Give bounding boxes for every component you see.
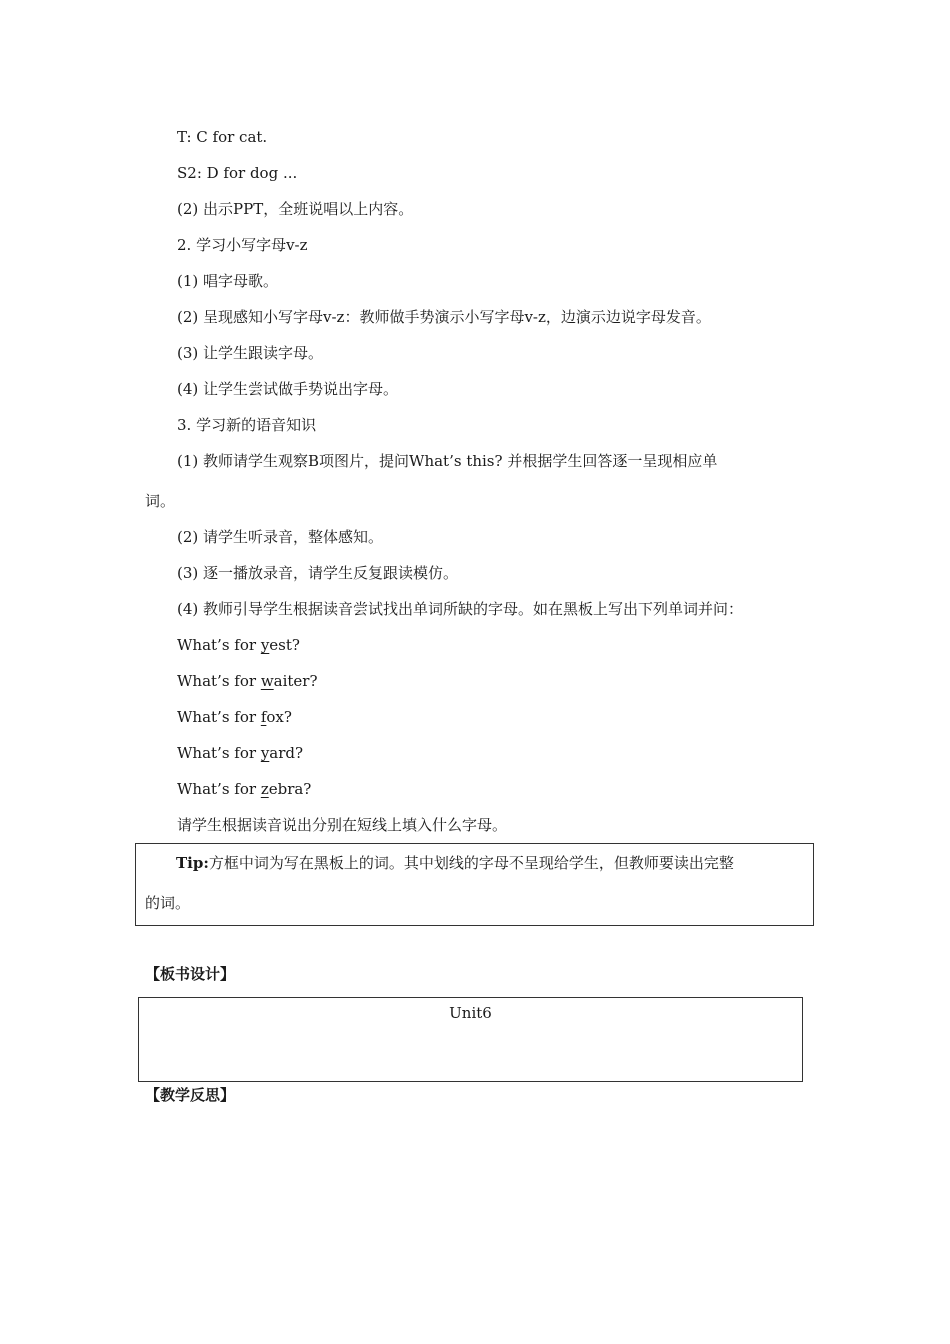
underlined-letter: y <box>260 636 270 654</box>
text-line: (2) 出示PPT，全班说唱以上内容。 <box>177 200 414 218</box>
section-heading: 3. 学习新的语音知识 <box>177 416 317 434</box>
tip-line: 的词。 <box>145 894 191 912</box>
text-line: (1) 唱字母歌。 <box>177 272 279 290</box>
underlined-letter: z <box>260 780 269 798</box>
text-line: (2) 呈现感知小写字母v-z：教师做手势演示小写字母v-z，边演示边说字母发音。 <box>177 308 711 326</box>
board-design-heading: 【板书设计】 <box>145 965 236 983</box>
text-line: (3) 逐一播放录音，请学生反复跟读模仿。 <box>177 564 459 582</box>
tip-line <box>176 853 734 873</box>
text-line: 词。 <box>145 492 176 510</box>
question-line <box>177 707 292 727</box>
question-rest: ebra? <box>268 780 312 798</box>
tip-box <box>135 843 814 926</box>
text-line: (4) 教师引导学生根据读音尝试找出单词所缺的字母。如在黑板上写出下列单词并问： <box>177 600 744 618</box>
section-heading: 2. 学习小写字母v-z <box>177 236 308 254</box>
underlined-letter: f <box>260 708 267 726</box>
question-prefix: What’s for <box>177 672 261 690</box>
question-prefix: What’s for <box>177 744 261 762</box>
question-prefix: What’s for <box>177 636 261 654</box>
question-line <box>177 671 318 691</box>
question-rest: aiter? <box>273 672 318 690</box>
text-line: T: C for cat. <box>177 128 268 146</box>
text-line: S2: D for dog ... <box>177 164 298 182</box>
question-prefix: What’s for <box>177 780 261 798</box>
question-rest: est? <box>269 636 300 654</box>
text-line: (4) 让学生尝试做手势说出字母。 <box>177 380 399 398</box>
reflection-heading: 【教学反思】 <box>145 1086 236 1104</box>
text-line: (1) 教师请学生观察B项图片，提问What’s this? 并根据学生回答逐一呈现相应单 <box>177 452 718 470</box>
board-title: Unit6 <box>449 1004 492 1022</box>
underlined-letter: w <box>260 672 274 690</box>
question-line <box>177 743 303 763</box>
question-prefix: What’s for <box>177 708 261 726</box>
question-rest: ard? <box>269 744 304 762</box>
text-line: (2) 请学生听录音，整体感知。 <box>177 528 384 546</box>
text-line: (3) 让学生跟读字母。 <box>177 344 324 362</box>
board-design-box <box>138 997 803 1082</box>
question-rest: ox? <box>266 708 292 726</box>
underlined-letter: y <box>260 744 270 762</box>
tip-text: 方框中词为写在黑板上的词。其中划线的字母不呈现给学生，但教师要读出完整 <box>208 854 734 872</box>
question-line <box>177 635 300 655</box>
question-line <box>177 779 311 799</box>
text-line: 请学生根据读音说出分别在短线上填入什么字母。 <box>177 816 508 834</box>
tip-label: Tip: <box>176 854 209 872</box>
